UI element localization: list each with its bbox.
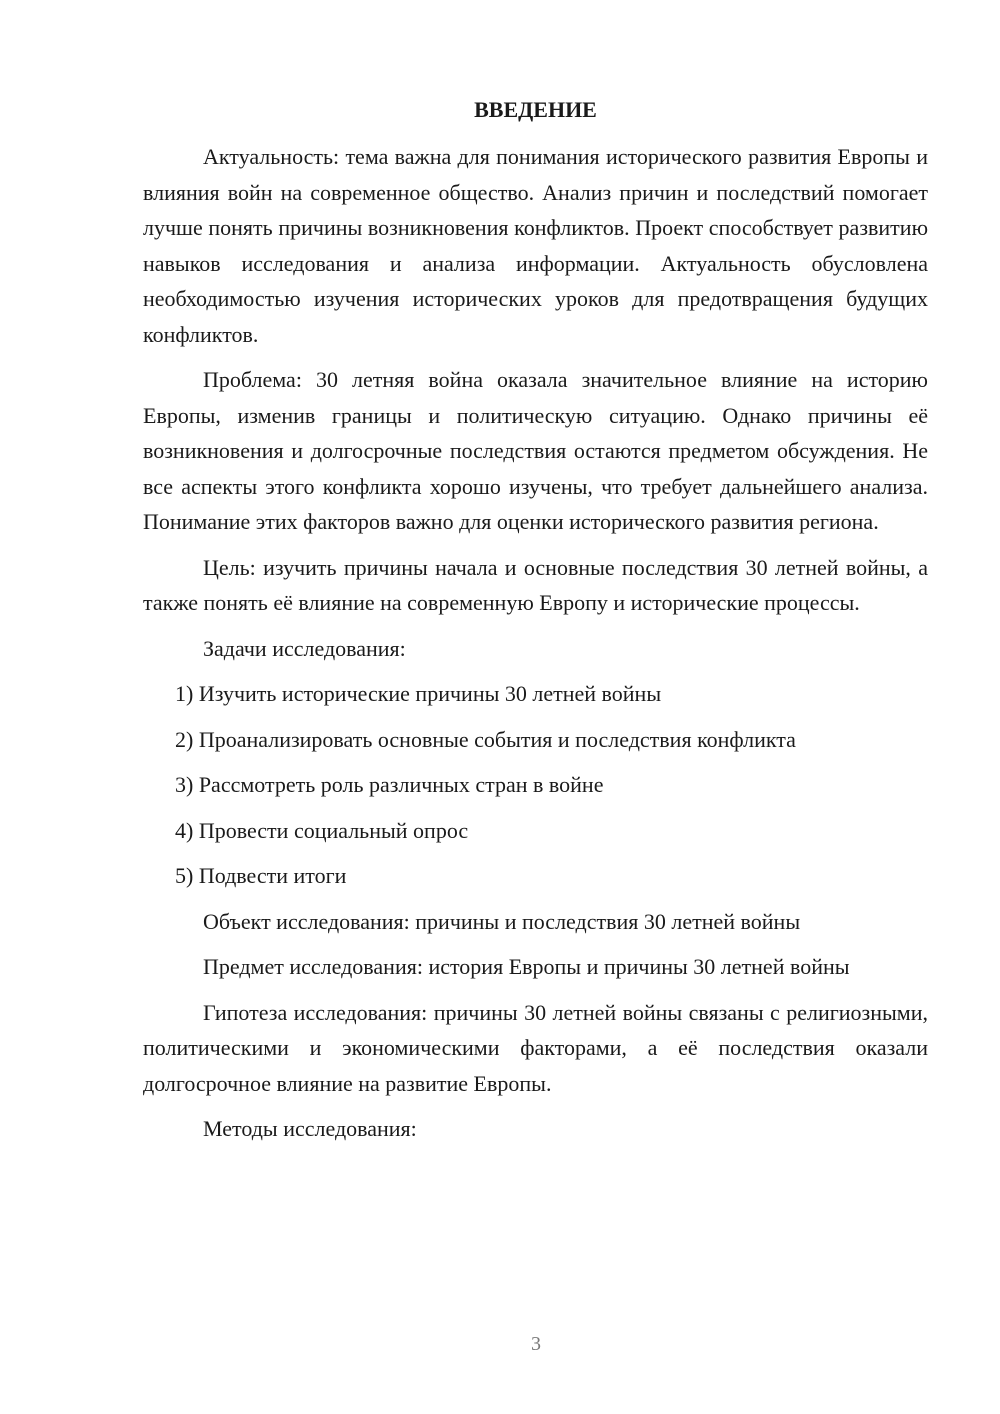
page-number: 3 [531,1333,541,1355]
list-item: 1) Изучить исторические причины 30 летней войны [175,681,662,706]
list-item: 2) Проанализировать основные события и последствия конфликта [175,726,796,752]
tasks-heading: Задачи исследования: [203,635,406,661]
list-item: 5) Подвести итоги [175,863,347,888]
problem-paragraph: Проблема: 30 летняя война оказала значительное влияние на историю Европы, изменив границы и политическую ситуацию. Однако причины её возникновения и долгосрочные последствия остаются предметом обсуждения. Не все аспекты этого конфликта хорошо изучены, что требует дальнейшего анализа. Понимание этих факторов важно для оценки исторического развития региона. [143,367,928,534]
relevance-paragraph: Актуальность: тема важна для понимания исторического развития Европы и влияния войн на современное общество. Анализ причин и последствий помогает лучше понять причины возникновения конфликтов. Проект способствует развитию навыков исследования и анализа информации. Актуальность обусловлена необходимостью изучения исторических уроков для предотвращения будущих конфликтов. [143,144,928,347]
list-item: 4) Провести социальный опрос [175,817,469,843]
goal-paragraph: Цель: изучить причины начала и основные последствия 30 летней войны, а также понять её влияние на современную Европу и исторические процессы. [143,554,928,615]
task-list [143,676,928,894]
hypothesis-paragraph: Гипотеза исследования: причины 30 летней войны связаны с религиозными, политическими и экономическими факторами, а её последствия оказали долгосрочное влияние на развитие Европы. [143,999,928,1096]
list-item: 3) Рассмотреть роль различных стран в войне [175,772,604,797]
object-paragraph: Объект исследования: причины и последствия 30 летней войны [203,908,801,934]
subject-paragraph: Предмет исследования: история Европы и причины 30 летней войны [203,954,850,979]
methods-heading: Методы исследования: [203,1116,417,1141]
section-title: ВВЕДЕНИЕ [474,97,597,122]
document-page [143,92,928,1157]
